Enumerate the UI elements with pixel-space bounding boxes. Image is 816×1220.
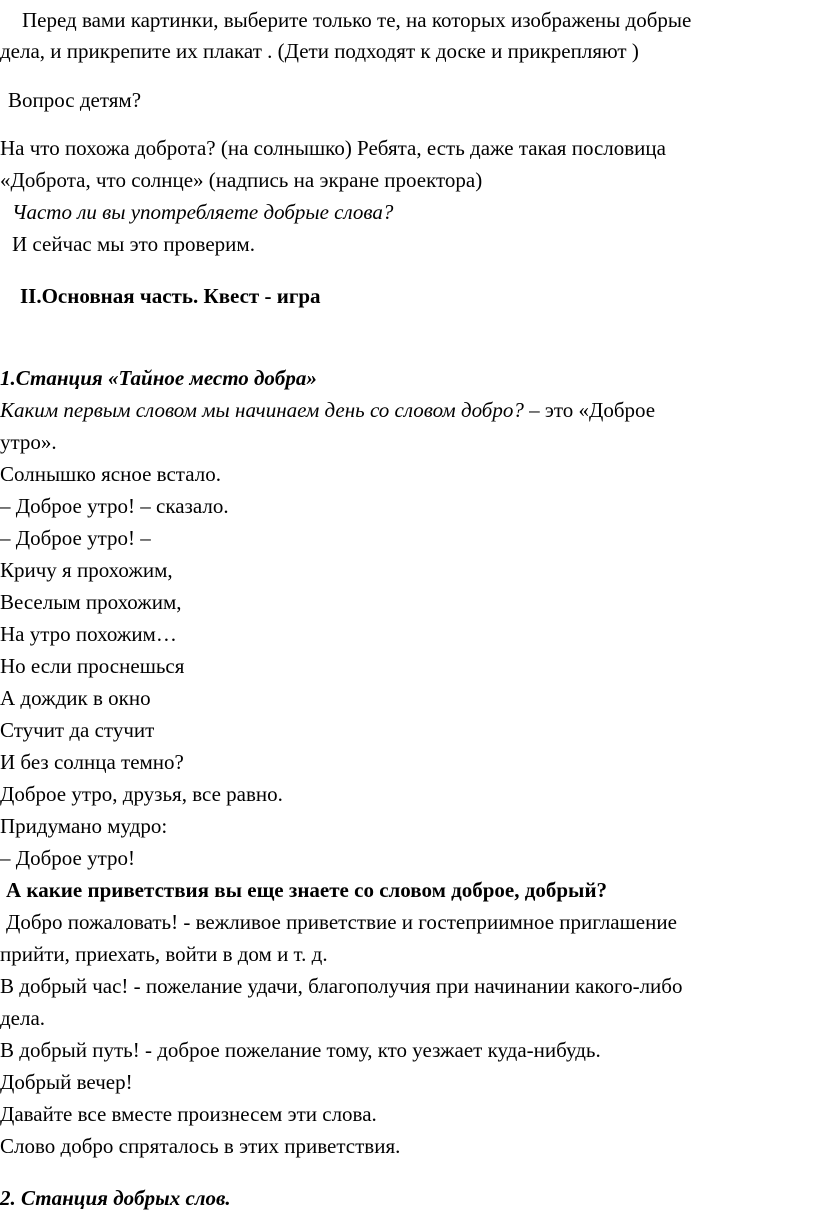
poem-line: – Доброе утро! bbox=[0, 846, 136, 870]
poem-line: – Доброе утро! – сказало. bbox=[0, 494, 229, 518]
poem-line: Солнышко ясное встало. bbox=[0, 462, 221, 486]
poem-line: Доброе утро, друзья, все равно. bbox=[0, 782, 283, 806]
greeting-line: Добро пожаловать! - вежливое приветствие и гостеприимное приглашение bbox=[6, 910, 677, 934]
station-1-question-cont: утро». bbox=[0, 430, 57, 454]
poem-line: И без солнца темно? bbox=[0, 750, 184, 774]
station-1-question-italic: Каким первым словом мы начинаем день со словом добро? bbox=[0, 398, 524, 422]
poem-line: Веселым прохожим, bbox=[0, 590, 182, 614]
greeting-line: Давайте все вместе произнесем эти слова. bbox=[0, 1102, 377, 1126]
greeting-line: В добрый час! - пожелание удачи, благополучия при начинании какого-либо bbox=[0, 974, 683, 998]
greeting-line: Добрый вечер! bbox=[0, 1070, 133, 1094]
poem-line: Но если проснешься bbox=[0, 654, 185, 678]
poem-line: На утро похожим… bbox=[0, 622, 177, 646]
greeting-line: Слово добро спряталось в этих приветствия. bbox=[0, 1134, 401, 1158]
station-1-question-tail: – это «Доброе bbox=[529, 398, 656, 422]
station-1-title: 1.Станция «Тайное место добра» bbox=[0, 366, 317, 390]
instruction-line-1: Перед вами картинки, выберите только те, на которых изображены добрые bbox=[22, 8, 692, 32]
poem-line: А дождик в окно bbox=[0, 686, 151, 710]
kindness-question-line-4: И сейчас мы это проверим. bbox=[12, 232, 255, 256]
station-2-title: 2. Станция добрых слов. bbox=[0, 1186, 231, 1210]
poem-line: Стучит да стучит bbox=[0, 718, 155, 742]
kindness-question-line-2: «Доброта, что солнце» (надпись на экране проектора) bbox=[0, 168, 483, 192]
poem-line: Придумано мудро: bbox=[0, 814, 168, 838]
greeting-line: прийти, приехать, войти в дом и т. д. bbox=[0, 942, 328, 966]
kindness-question-line-3: Часто ли вы употребляете добрые слова? bbox=[12, 200, 394, 224]
poem-line: Кричу я прохожим, bbox=[0, 558, 173, 582]
instruction-line-2: дела, и прикрепите их плакат . (Дети подходят к доске и прикрепляют ) bbox=[0, 39, 639, 63]
greeting-line: дела. bbox=[0, 1006, 46, 1030]
station-1-question bbox=[0, 396, 655, 424]
kindness-question-line-1: На что похожа доброта? (на солнышко) Ребята, есть даже такая пословица bbox=[0, 136, 666, 160]
greeting-line: В добрый путь! - доброе пожелание тому, кто уезжает куда-нибудь. bbox=[0, 1038, 601, 1062]
section-title: II.Основная часть. Квест - игра bbox=[20, 284, 321, 308]
poem-line: – Доброе утро! – bbox=[0, 526, 151, 550]
question-to-children: Вопрос детям? bbox=[8, 88, 142, 112]
greetings-question: А какие приветствия вы еще знаете со словом доброе, добрый? bbox=[6, 878, 608, 902]
